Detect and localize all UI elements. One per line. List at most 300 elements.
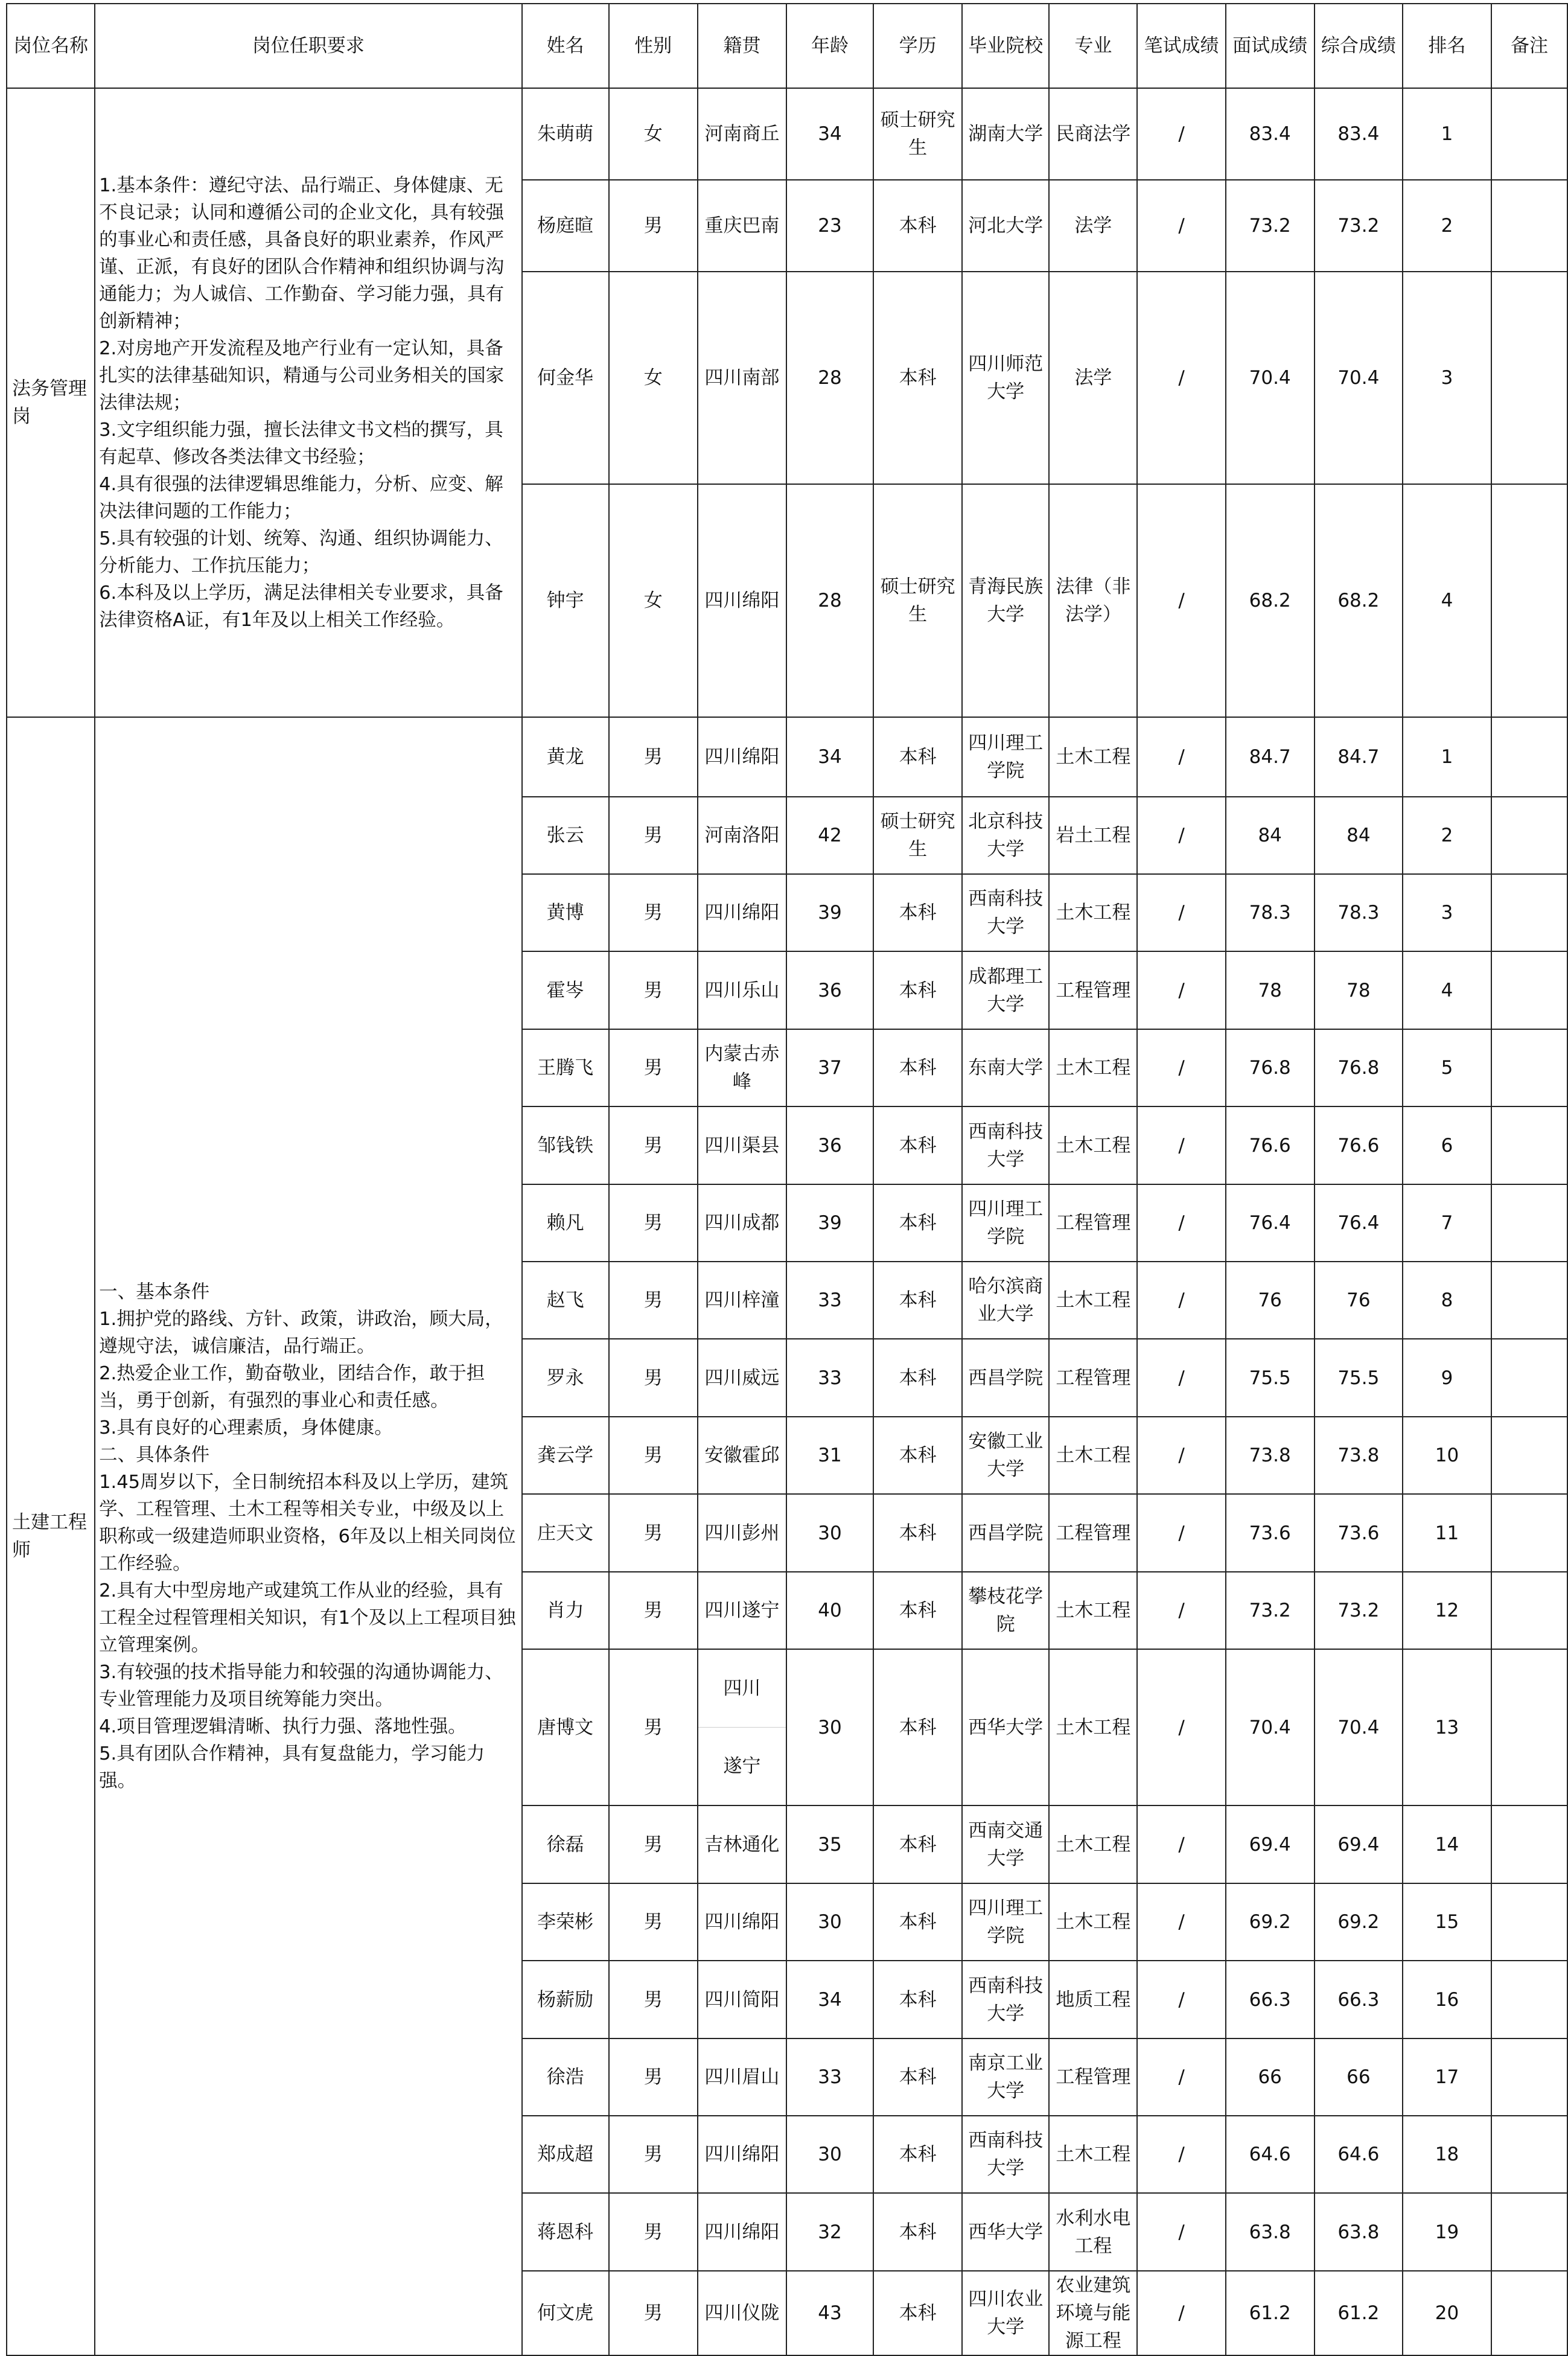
written-cell: / (1137, 874, 1225, 951)
note-cell (1491, 1106, 1567, 1184)
total-cell: 69.4 (1315, 1805, 1403, 1883)
major-cell: 工程管理 (1049, 1184, 1137, 1262)
name-cell: 龚云学 (522, 1417, 609, 1494)
requirement-line: 6.本科及以上学历，满足法律相关专业要求，具备法律资格A证，有1年及以上相关工作经验。 (99, 582, 503, 631)
note-cell (1491, 1494, 1567, 1572)
name-cell: 邹钱铁 (522, 1106, 609, 1184)
school-cell: 哈尔滨商业大学 (962, 1262, 1049, 1339)
age-cell: 30 (786, 1649, 873, 1805)
age-cell: 34 (786, 1961, 873, 2038)
total-cell: 73.2 (1315, 180, 1403, 272)
origin-cell: 河南商丘 (698, 88, 786, 180)
age-cell: 23 (786, 180, 873, 272)
rank-cell: 18 (1403, 2116, 1491, 2193)
written-cell: / (1137, 1494, 1225, 1572)
rank-cell: 15 (1403, 1883, 1491, 1961)
rank-cell: 6 (1403, 1106, 1491, 1184)
header-name: 姓名 (522, 4, 609, 88)
interview-cell: 66.3 (1226, 1961, 1315, 2038)
written-cell: / (1137, 717, 1225, 797)
major-cell: 土木工程 (1049, 1649, 1137, 1805)
gender-cell: 男 (609, 1494, 698, 1572)
name-cell: 黄博 (522, 874, 609, 951)
major-cell: 水利水电工程 (1049, 2193, 1137, 2271)
requirement-line: 2.对房地产开发流程及地产行业有一定认知，具备扎实的法律基础知识，精通与公司业务相关的国家法律法规； (99, 337, 505, 413)
education-cell: 本科 (873, 2271, 962, 2355)
gender-cell: 男 (609, 1339, 698, 1417)
note-cell (1491, 180, 1567, 272)
age-cell: 30 (786, 1883, 873, 1961)
school-cell: 河北大学 (962, 180, 1049, 272)
origin-cell: 四川简阳 (698, 1961, 786, 2038)
name-cell: 赖凡 (522, 1184, 609, 1262)
header-total: 综合成绩 (1315, 4, 1403, 88)
written-cell: / (1137, 1649, 1225, 1805)
total-cell: 73.2 (1315, 1572, 1403, 1649)
written-cell: / (1137, 1572, 1225, 1649)
school-cell: 西南交通大学 (962, 1805, 1049, 1883)
rank-cell: 1 (1403, 88, 1491, 180)
gender-cell: 男 (609, 874, 698, 951)
interview-cell: 70.4 (1226, 272, 1315, 484)
school-cell: 四川理工学院 (962, 1883, 1049, 1961)
requirement-line: 一、基本条件 (99, 1281, 210, 1303)
school-cell: 四川理工学院 (962, 1184, 1049, 1262)
major-cell: 工程管理 (1049, 1494, 1137, 1572)
school-cell: 四川师范大学 (962, 272, 1049, 484)
note-cell (1491, 2038, 1567, 2116)
rank-cell: 4 (1403, 484, 1491, 717)
origin-cell: 四川绵阳 (698, 484, 786, 717)
written-cell: / (1137, 2116, 1225, 2193)
note-cell (1491, 1961, 1567, 2038)
note-cell (1491, 1339, 1567, 1417)
written-cell: / (1137, 1184, 1225, 1262)
age-cell: 33 (786, 1262, 873, 1339)
age-cell: 39 (786, 1184, 873, 1262)
requirement-line: 2.热爱企业工作，勤奋敬业，团结合作，敢于担当，勇于创新，有强烈的事业心和责任感。 (99, 1362, 485, 1411)
total-cell: 64.6 (1315, 2116, 1403, 2193)
total-cell: 61.2 (1315, 2271, 1403, 2355)
interview-cell: 78.3 (1226, 874, 1315, 951)
school-cell: 西华大学 (962, 1649, 1049, 1805)
interview-cell: 73.8 (1226, 1417, 1315, 1494)
school-cell: 西昌学院 (962, 1494, 1049, 1572)
note-cell (1491, 272, 1567, 484)
written-cell: / (1137, 797, 1225, 874)
note-cell (1491, 1805, 1567, 1883)
header-school: 毕业院校 (962, 4, 1049, 88)
written-cell: / (1137, 180, 1225, 272)
rank-cell: 13 (1403, 1649, 1491, 1805)
written-cell: / (1137, 1417, 1225, 1494)
education-cell: 本科 (873, 180, 962, 272)
age-cell: 30 (786, 1494, 873, 1572)
age-cell: 30 (786, 2116, 873, 2193)
gender-cell: 男 (609, 1805, 698, 1883)
education-cell: 硕士研究生 (873, 88, 962, 180)
age-cell: 32 (786, 2193, 873, 2271)
written-cell: / (1137, 484, 1225, 717)
interview-cell: 73.2 (1226, 180, 1315, 272)
gender-cell: 男 (609, 2193, 698, 2271)
age-cell: 34 (786, 88, 873, 180)
rank-cell: 17 (1403, 2038, 1491, 2116)
header-gender: 性别 (609, 4, 698, 88)
interview-cell: 73.6 (1226, 1494, 1315, 1572)
major-cell: 地质工程 (1049, 1961, 1137, 2038)
written-cell: / (1137, 2038, 1225, 2116)
school-cell: 四川农业大学 (962, 2271, 1049, 2355)
origin-cell: 四川成都 (698, 1184, 786, 1262)
origin-top-part: 四川 (698, 1650, 786, 1728)
name-cell: 唐博文 (522, 1649, 609, 1805)
school-cell: 安徽工业大学 (962, 1417, 1049, 1494)
major-cell: 法律（非法学） (1049, 484, 1137, 717)
name-cell: 蒋恩科 (522, 2193, 609, 2271)
rank-cell: 10 (1403, 1417, 1491, 1494)
name-cell: 王腾飞 (522, 1029, 609, 1106)
written-cell: / (1137, 1339, 1225, 1417)
total-cell: 75.5 (1315, 1339, 1403, 1417)
name-cell: 赵飞 (522, 1262, 609, 1339)
school-cell: 湖南大学 (962, 88, 1049, 180)
note-cell (1491, 2116, 1567, 2193)
school-cell: 西南科技大学 (962, 874, 1049, 951)
rank-cell: 11 (1403, 1494, 1491, 1572)
education-cell: 本科 (873, 1417, 962, 1494)
total-cell: 76 (1315, 1262, 1403, 1339)
note-cell (1491, 797, 1567, 874)
header-requirements: 岗位任职要求 (95, 4, 521, 88)
education-cell: 硕士研究生 (873, 484, 962, 717)
note-cell (1491, 88, 1567, 180)
written-cell: / (1137, 2193, 1225, 2271)
requirement-line: 4.项目管理逻辑清晰、执行力强、落地性强。 (99, 1716, 467, 1737)
gender-cell: 男 (609, 1961, 698, 2038)
origin-cell: 四川梓潼 (698, 1262, 786, 1339)
gender-cell: 男 (609, 180, 698, 272)
header-written: 笔试成绩 (1137, 4, 1225, 88)
results-table (6, 3, 1568, 2356)
age-cell: 39 (786, 874, 873, 951)
note-cell (1491, 1262, 1567, 1339)
school-cell: 西南科技大学 (962, 1961, 1049, 2038)
major-cell: 土木工程 (1049, 874, 1137, 951)
rank-cell: 2 (1403, 180, 1491, 272)
education-cell: 本科 (873, 1494, 962, 1572)
origin-cell: 安徽霍邱 (698, 1417, 786, 1494)
origin-cell: 四川绵阳 (698, 2116, 786, 2193)
name-cell: 何金华 (522, 272, 609, 484)
major-cell: 工程管理 (1049, 2038, 1137, 2116)
total-cell: 78 (1315, 951, 1403, 1029)
gender-cell: 男 (609, 1106, 698, 1184)
name-cell: 李荣彬 (522, 1883, 609, 1961)
education-cell: 本科 (873, 1029, 962, 1106)
total-cell: 73.8 (1315, 1417, 1403, 1494)
school-cell: 成都理工大学 (962, 951, 1049, 1029)
gender-cell: 男 (609, 1262, 698, 1339)
note-cell (1491, 717, 1567, 797)
table-body (7, 88, 1567, 2355)
name-cell: 徐浩 (522, 2038, 609, 2116)
total-cell: 83.4 (1315, 88, 1403, 180)
major-cell: 土木工程 (1049, 717, 1137, 797)
interview-cell: 76.8 (1226, 1029, 1315, 1106)
rank-cell: 4 (1403, 951, 1491, 1029)
name-cell: 朱萌萌 (522, 88, 609, 180)
age-cell: 33 (786, 2038, 873, 2116)
note-cell (1491, 1029, 1567, 1106)
note-cell (1491, 1184, 1567, 1262)
requirement-line: 3.文字组织能力强，擅长法律文书文档的撰写，具有起草、修改各类法律文书经验； (99, 419, 503, 468)
school-cell: 攀枝花学院 (962, 1572, 1049, 1649)
origin-cell: 四川渠县 (698, 1106, 786, 1184)
name-cell: 杨庭暄 (522, 180, 609, 272)
requirement-line: 2.具有大中型房地产或建筑工作从业的经验，具有工程全过程管理相关知识，有1个及以上工程项目独立管理案例。 (99, 1580, 516, 1656)
origin-cell: 四川眉山 (698, 2038, 786, 2116)
rank-cell: 16 (1403, 1961, 1491, 2038)
written-cell: / (1137, 1805, 1225, 1883)
name-cell: 钟宇 (522, 484, 609, 717)
total-cell: 84.7 (1315, 717, 1403, 797)
origin-bottom-part: 遂宁 (723, 1755, 761, 1777)
total-cell: 63.8 (1315, 2193, 1403, 2271)
rank-cell: 12 (1403, 1572, 1491, 1649)
major-cell: 岩土工程 (1049, 797, 1137, 874)
school-cell: 南京工业大学 (962, 2038, 1049, 2116)
gender-cell: 男 (609, 2116, 698, 2193)
interview-cell: 64.6 (1226, 2116, 1315, 2193)
requirement-line: 4.具有很强的法律逻辑思维能力，分析、应变、解决法律问题的工作能力； (99, 473, 503, 522)
header-age: 年龄 (786, 4, 873, 88)
interview-cell: 69.2 (1226, 1883, 1315, 1961)
age-cell: 34 (786, 717, 873, 797)
gender-cell: 男 (609, 2038, 698, 2116)
gender-cell: 男 (609, 951, 698, 1029)
major-cell: 工程管理 (1049, 1339, 1137, 1417)
origin-cell: 四川仪陇 (698, 2271, 786, 2355)
major-cell: 土木工程 (1049, 1805, 1137, 1883)
requirement-line: 3.有较强的技术指导能力和较强的沟通协调能力、专业管理能力及项目统筹能力突出。 (99, 1661, 503, 1710)
interview-cell: 84.7 (1226, 717, 1315, 797)
rank-cell: 5 (1403, 1029, 1491, 1106)
major-cell: 土木工程 (1049, 2116, 1137, 2193)
table-row (7, 717, 1567, 797)
interview-cell: 76.4 (1226, 1184, 1315, 1262)
note-cell (1491, 874, 1567, 951)
school-cell: 西南科技大学 (962, 2116, 1049, 2193)
total-cell: 69.2 (1315, 1883, 1403, 1961)
interview-cell: 70.4 (1226, 1649, 1315, 1805)
name-cell: 罗永 (522, 1339, 609, 1417)
total-cell: 70.4 (1315, 1649, 1403, 1805)
rank-cell: 14 (1403, 1805, 1491, 1883)
rank-cell: 20 (1403, 2271, 1491, 2355)
name-cell: 肖力 (522, 1572, 609, 1649)
name-cell: 何文虎 (522, 2271, 609, 2355)
education-cell: 本科 (873, 1106, 962, 1184)
major-cell: 民商法学 (1049, 88, 1137, 180)
written-cell: / (1137, 1106, 1225, 1184)
written-cell: / (1137, 272, 1225, 484)
note-cell (1491, 2271, 1567, 2355)
name-cell: 霍岑 (522, 951, 609, 1029)
origin-cell: 重庆巴南 (698, 180, 786, 272)
age-cell: 28 (786, 484, 873, 717)
age-cell: 35 (786, 1805, 873, 1883)
gender-cell: 男 (609, 1572, 698, 1649)
total-cell: 84 (1315, 797, 1403, 874)
origin-cell: 四川乐山 (698, 951, 786, 1029)
interview-cell: 66 (1226, 2038, 1315, 2116)
interview-cell: 76 (1226, 1262, 1315, 1339)
school-cell: 西华大学 (962, 2193, 1049, 2271)
requirement-line: 5.具有团队合作精神，具有复盘能力，学习能力强。 (99, 1743, 485, 1792)
position-cell: 土建工程师 (7, 717, 95, 2355)
name-cell: 张云 (522, 797, 609, 874)
education-cell: 本科 (873, 717, 962, 797)
origin-cell: 四川遂宁 (698, 1572, 786, 1649)
rank-cell: 3 (1403, 874, 1491, 951)
rank-cell: 9 (1403, 1339, 1491, 1417)
written-cell: / (1137, 1883, 1225, 1961)
name-cell: 徐磊 (522, 1805, 609, 1883)
education-cell: 本科 (873, 1572, 962, 1649)
note-cell (1491, 1883, 1567, 1961)
interview-cell: 73.2 (1226, 1572, 1315, 1649)
school-cell: 西昌学院 (962, 1339, 1049, 1417)
table-row (7, 88, 1567, 180)
note-cell (1491, 2193, 1567, 2271)
major-cell: 土木工程 (1049, 1417, 1137, 1494)
gender-cell: 女 (609, 88, 698, 180)
origin-cell: 四川绵阳 (698, 717, 786, 797)
requirement-line: 3.具有良好的心理素质，身体健康。 (99, 1417, 393, 1438)
written-cell: / (1137, 1262, 1225, 1339)
age-cell: 40 (786, 1572, 873, 1649)
total-cell: 66 (1315, 2038, 1403, 2116)
requirement-line: 1.基本条件：遵纪守法、品行端正、身体健康、无不良记录；认同和遵循公司的企业文化，具有较强的事业心和责任感，具备良好的职业素养，作风严谨、正派，有良好的团队合作精神和组织协调与沟通能力；为人诚信、工作勤奋、学习能力强，具有创新精神； (99, 174, 505, 332)
age-cell: 31 (786, 1417, 873, 1494)
written-cell: / (1137, 1029, 1225, 1106)
total-cell: 76.8 (1315, 1029, 1403, 1106)
age-cell: 37 (786, 1029, 873, 1106)
school-cell: 四川理工学院 (962, 717, 1049, 797)
interview-cell: 75.5 (1226, 1339, 1315, 1417)
education-cell: 本科 (873, 1184, 962, 1262)
interview-cell: 83.4 (1226, 88, 1315, 180)
total-cell: 68.2 (1315, 484, 1403, 717)
rank-cell: 3 (1403, 272, 1491, 484)
education-cell: 硕士研究生 (873, 797, 962, 874)
gender-cell: 男 (609, 797, 698, 874)
note-cell (1491, 1649, 1567, 1805)
position-cell: 法务管理岗 (7, 88, 95, 717)
requirement-line: 1.45周岁以下，全日制统招本科及以上学历，建筑学、工程管理、土木工程等相关专业，中级及以上职称或一级建造师职业资格，6年及以上相关同岗位工作经验。 (99, 1471, 516, 1574)
rank-cell: 7 (1403, 1184, 1491, 1262)
major-cell: 工程管理 (1049, 951, 1137, 1029)
origin-cell (698, 1649, 786, 1805)
name-cell: 郑成超 (522, 2116, 609, 2193)
school-cell: 西南科技大学 (962, 1106, 1049, 1184)
origin-cell: 内蒙古赤峰 (698, 1029, 786, 1106)
interview-cell: 76.6 (1226, 1106, 1315, 1184)
education-cell: 本科 (873, 1649, 962, 1805)
education-cell: 本科 (873, 874, 962, 951)
origin-cell: 四川绵阳 (698, 2193, 786, 2271)
education-cell: 本科 (873, 1883, 962, 1961)
requirement-line: 二、具体条件 (99, 1444, 210, 1466)
school-cell: 青海民族大学 (962, 484, 1049, 717)
interview-cell: 68.2 (1226, 484, 1315, 717)
written-cell: / (1137, 2271, 1225, 2355)
rank-cell: 1 (1403, 717, 1491, 797)
education-cell: 本科 (873, 1262, 962, 1339)
note-cell (1491, 484, 1567, 717)
origin-cell: 四川绵阳 (698, 1883, 786, 1961)
education-cell: 本科 (873, 272, 962, 484)
total-cell: 66.3 (1315, 1961, 1403, 2038)
gender-cell: 男 (609, 1883, 698, 1961)
name-cell: 黄龙 (522, 717, 609, 797)
origin-cell: 吉林通化 (698, 1805, 786, 1883)
gender-cell: 男 (609, 1649, 698, 1805)
header-position: 岗位名称 (7, 4, 95, 88)
interview-cell: 63.8 (1226, 2193, 1315, 2271)
age-cell: 36 (786, 1106, 873, 1184)
age-cell: 43 (786, 2271, 873, 2355)
origin-cell: 河南洛阳 (698, 797, 786, 874)
education-cell: 本科 (873, 951, 962, 1029)
major-cell: 土木工程 (1049, 1106, 1137, 1184)
gender-cell: 男 (609, 1184, 698, 1262)
interview-cell: 84 (1226, 797, 1315, 874)
education-cell: 本科 (873, 2116, 962, 2193)
major-cell: 土木工程 (1049, 1883, 1137, 1961)
gender-cell: 男 (609, 717, 698, 797)
major-cell: 法学 (1049, 180, 1137, 272)
total-cell: 73.6 (1315, 1494, 1403, 1572)
education-cell: 本科 (873, 1961, 962, 2038)
note-cell (1491, 1417, 1567, 1494)
requirements-cell (95, 717, 521, 2355)
origin-cell: 四川威远 (698, 1339, 786, 1417)
interview-cell: 78 (1226, 951, 1315, 1029)
gender-cell: 女 (609, 484, 698, 717)
requirements-cell (95, 88, 521, 717)
major-cell: 土木工程 (1049, 1029, 1137, 1106)
name-cell: 杨薪励 (522, 1961, 609, 2038)
header-row (7, 4, 1567, 88)
interview-cell: 69.4 (1226, 1805, 1315, 1883)
written-cell: / (1137, 951, 1225, 1029)
age-cell: 36 (786, 951, 873, 1029)
age-cell: 42 (786, 797, 873, 874)
total-cell: 78.3 (1315, 874, 1403, 951)
gender-cell: 男 (609, 1029, 698, 1106)
total-cell: 76.6 (1315, 1106, 1403, 1184)
age-cell: 33 (786, 1339, 873, 1417)
requirement-line: 1.拥护党的路线、方针、政策，讲政治，顾大局，遵规守法，诚信廉洁，品行端正。 (99, 1308, 503, 1357)
header-major: 专业 (1049, 4, 1137, 88)
gender-cell: 男 (609, 1417, 698, 1494)
rank-cell: 2 (1403, 797, 1491, 874)
name-cell: 庄天文 (522, 1494, 609, 1572)
header-note: 备注 (1491, 4, 1567, 88)
rank-cell: 19 (1403, 2193, 1491, 2271)
